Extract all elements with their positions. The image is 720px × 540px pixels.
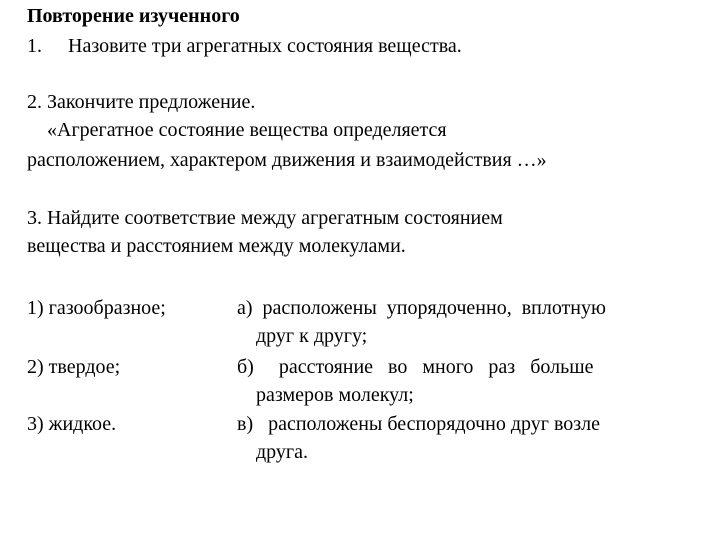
option-a-line-1: а) расположены упорядоченно, вплотную (237, 297, 606, 319)
option-b-line-1: б) расстояние во много раз больше (237, 356, 594, 378)
state-solid: 2) твердое; (27, 356, 121, 378)
option-a-line-2: друг к другу; (256, 325, 368, 347)
question-3-line-1: 3. Найдите соответствие между агрегатным состоянием (27, 207, 503, 229)
question-2-line-2: расположением, характером движения и взаимодействия …» (27, 149, 547, 171)
question-2-heading: 2. Закончите предложение. (27, 91, 256, 113)
question-3-line-2: вещества и расстоянием между молекулами. (27, 235, 406, 257)
state-gas: 1) газообразное; (27, 297, 166, 319)
question-1-text: Назовите три агрегатных состояния вещества. (68, 35, 462, 57)
state-liquid: 3) жидкое. (27, 413, 117, 435)
question-2-line-1: «Агрегатное состояние вещества определяется (47, 119, 447, 141)
question-1 (27, 34, 462, 58)
option-b-line-2: размеров молекул; (256, 384, 414, 406)
option-c-line-2: друга. (256, 441, 308, 463)
option-c-line-1: в) расположены беспорядочно друг возле (237, 413, 601, 435)
page-title: Повторение изученного (27, 5, 240, 27)
question-1-number: 1. (27, 35, 42, 57)
